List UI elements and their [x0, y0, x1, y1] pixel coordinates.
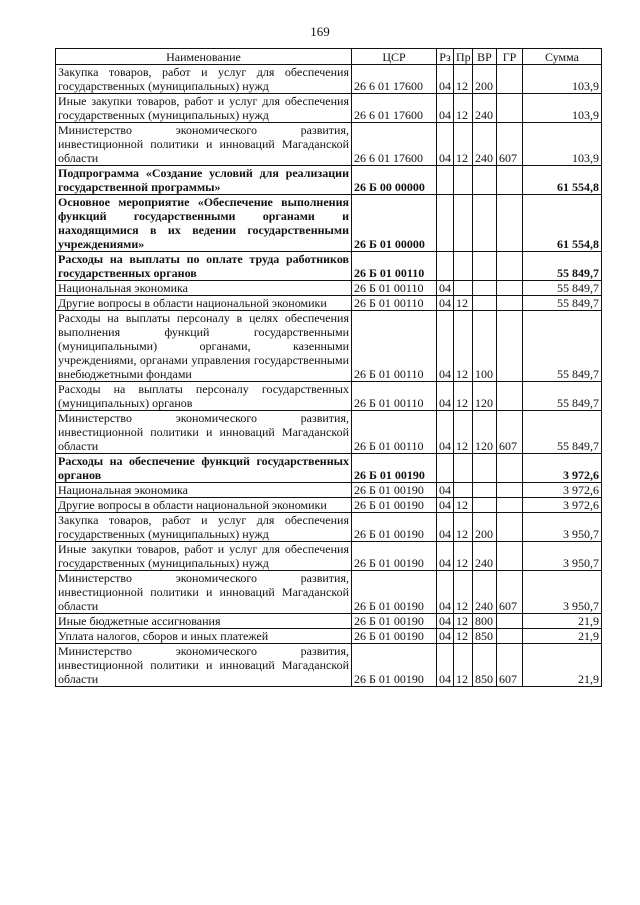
table-row — [56, 94, 602, 123]
cell-sum: 55 849,7 — [523, 411, 602, 454]
table-row — [56, 454, 602, 483]
cell-sum: 103,9 — [523, 65, 602, 94]
table-row — [56, 296, 602, 311]
table-header-row — [56, 49, 602, 65]
cell-gr — [497, 281, 523, 296]
cell-rz: 04 — [437, 296, 454, 311]
cell-pr: 12 — [454, 498, 473, 513]
cell-csr: 26 Б 01 00110 — [352, 281, 437, 296]
cell-vr: 200 — [473, 65, 497, 94]
cell-vr — [473, 281, 497, 296]
cell-pr: 12 — [454, 65, 473, 94]
cell-rz: 04 — [437, 614, 454, 629]
header-sum: Сумма — [523, 49, 602, 65]
cell-csr: 26 Б 01 00190 — [352, 454, 437, 483]
cell-pr: 12 — [454, 644, 473, 687]
cell-vr — [473, 296, 497, 311]
table-row — [56, 483, 602, 498]
cell-vr: 850 — [473, 644, 497, 687]
table-row — [56, 166, 602, 195]
cell-name: Расходы на обеспечение функций государственных органов — [56, 454, 352, 483]
cell-pr: 12 — [454, 571, 473, 614]
cell-name: Основное мероприятие «Обеспечение выполнения функций государственными органами и находящимися в их ведении государственными учреждениями» — [56, 195, 352, 252]
cell-csr: 26 Б 01 00110 — [352, 311, 437, 382]
cell-csr: 26 Б 01 00190 — [352, 614, 437, 629]
cell-rz: 04 — [437, 571, 454, 614]
table-row — [56, 195, 602, 252]
header-vr: ВР — [473, 49, 497, 65]
cell-pr: 12 — [454, 123, 473, 166]
header-pr: Пр — [454, 49, 473, 65]
cell-name: Министерство экономического развития, инвестиционной политики и инноваций Магаданской области — [56, 571, 352, 614]
cell-rz: 04 — [437, 629, 454, 644]
cell-pr: 12 — [454, 614, 473, 629]
cell-csr: 26 6 01 17600 — [352, 123, 437, 166]
cell-pr: 12 — [454, 382, 473, 411]
cell-vr — [473, 483, 497, 498]
cell-sum: 3 950,7 — [523, 542, 602, 571]
cell-sum: 55 849,7 — [523, 252, 602, 281]
cell-name: Уплата налогов, сборов и иных платежей — [56, 629, 352, 644]
cell-vr — [473, 195, 497, 252]
cell-pr: 12 — [454, 94, 473, 123]
header-gr: ГР — [497, 49, 523, 65]
cell-csr: 26 Б 00 00000 — [352, 166, 437, 195]
cell-vr: 240 — [473, 123, 497, 166]
cell-sum: 103,9 — [523, 94, 602, 123]
cell-vr: 240 — [473, 94, 497, 123]
table-row — [56, 614, 602, 629]
cell-rz — [437, 454, 454, 483]
cell-rz: 04 — [437, 311, 454, 382]
cell-pr: 12 — [454, 311, 473, 382]
cell-csr: 26 Б 01 00110 — [352, 252, 437, 281]
cell-rz — [437, 166, 454, 195]
cell-sum: 61 554,8 — [523, 195, 602, 252]
cell-rz: 04 — [437, 382, 454, 411]
cell-rz — [437, 252, 454, 281]
cell-gr — [497, 614, 523, 629]
cell-name: Национальная экономика — [56, 281, 352, 296]
cell-gr: 607 — [497, 644, 523, 687]
cell-sum: 55 849,7 — [523, 382, 602, 411]
cell-sum: 103,9 — [523, 123, 602, 166]
cell-pr: 12 — [454, 296, 473, 311]
header-name: Наименование — [56, 49, 352, 65]
cell-pr: 12 — [454, 629, 473, 644]
cell-name: Расходы на выплаты по оплате труда работников государственных органов — [56, 252, 352, 281]
cell-rz: 04 — [437, 498, 454, 513]
budget-table — [55, 48, 602, 687]
cell-pr: 12 — [454, 513, 473, 542]
cell-sum: 21,9 — [523, 629, 602, 644]
cell-vr — [473, 454, 497, 483]
cell-sum: 21,9 — [523, 614, 602, 629]
cell-vr: 120 — [473, 382, 497, 411]
cell-gr — [497, 311, 523, 382]
cell-gr — [497, 629, 523, 644]
cell-rz: 04 — [437, 65, 454, 94]
cell-sum: 55 849,7 — [523, 311, 602, 382]
cell-sum: 61 554,8 — [523, 166, 602, 195]
cell-name: Иные закупки товаров, работ и услуг для обеспечения государственных (муниципальных) нужд — [56, 542, 352, 571]
cell-gr — [497, 166, 523, 195]
cell-csr: 26 6 01 17600 — [352, 94, 437, 123]
table-row — [56, 498, 602, 513]
cell-csr: 26 Б 01 00190 — [352, 513, 437, 542]
cell-gr — [497, 252, 523, 281]
table-row — [56, 382, 602, 411]
cell-sum: 3 950,7 — [523, 571, 602, 614]
cell-vr: 200 — [473, 513, 497, 542]
cell-csr: 26 6 01 17600 — [352, 65, 437, 94]
cell-rz: 04 — [437, 123, 454, 166]
table-row — [56, 629, 602, 644]
cell-name: Иные бюджетные ассигнования — [56, 614, 352, 629]
cell-name: Подпрограмма «Создание условий для реализации государственной программы» — [56, 166, 352, 195]
cell-gr — [497, 296, 523, 311]
cell-vr — [473, 166, 497, 195]
cell-rz: 04 — [437, 411, 454, 454]
cell-gr — [497, 542, 523, 571]
table-row — [56, 311, 602, 382]
table-row — [56, 571, 602, 614]
table-row — [56, 123, 602, 166]
cell-sum: 3 972,6 — [523, 483, 602, 498]
cell-name: Министерство экономического развития, инвестиционной политики и инноваций Магаданской области — [56, 411, 352, 454]
cell-vr: 120 — [473, 411, 497, 454]
cell-pr — [454, 454, 473, 483]
cell-csr: 26 Б 01 00110 — [352, 411, 437, 454]
table-row — [56, 644, 602, 687]
cell-name: Национальная экономика — [56, 483, 352, 498]
page-number: 169 — [310, 24, 330, 39]
cell-vr — [473, 252, 497, 281]
cell-gr — [497, 483, 523, 498]
cell-sum: 21,9 — [523, 644, 602, 687]
cell-gr — [497, 195, 523, 252]
table-row — [56, 513, 602, 542]
cell-csr: 26 Б 01 00190 — [352, 483, 437, 498]
cell-csr: 26 Б 01 00190 — [352, 629, 437, 644]
cell-gr: 607 — [497, 571, 523, 614]
table-row — [56, 411, 602, 454]
cell-csr: 26 Б 01 00110 — [352, 382, 437, 411]
cell-pr: 12 — [454, 542, 473, 571]
cell-csr: 26 Б 01 00000 — [352, 195, 437, 252]
cell-sum: 3 972,6 — [523, 498, 602, 513]
table-row — [56, 542, 602, 571]
cell-vr: 800 — [473, 614, 497, 629]
cell-csr: 26 Б 01 00110 — [352, 296, 437, 311]
cell-gr — [497, 513, 523, 542]
cell-name: Расходы на выплаты персоналу в целях обеспечения выполнения функций государственными (муниципальными) органами, казенными учреждениями, органами управления государственными внебюджетными фондами — [56, 311, 352, 382]
cell-sum: 3 950,7 — [523, 513, 602, 542]
cell-pr — [454, 483, 473, 498]
cell-rz: 04 — [437, 94, 454, 123]
cell-rz: 04 — [437, 513, 454, 542]
cell-name: Расходы на выплаты персоналу государственных (муниципальных) органов — [56, 382, 352, 411]
cell-gr — [497, 65, 523, 94]
cell-csr: 26 Б 01 00190 — [352, 644, 437, 687]
cell-sum: 55 849,7 — [523, 296, 602, 311]
cell-vr: 240 — [473, 571, 497, 614]
table-body — [56, 65, 602, 687]
cell-gr — [497, 382, 523, 411]
cell-name: Другие вопросы в области национальной экономики — [56, 296, 352, 311]
cell-rz — [437, 195, 454, 252]
cell-csr: 26 Б 01 00190 — [352, 542, 437, 571]
cell-pr: 12 — [454, 411, 473, 454]
table-row — [56, 281, 602, 296]
cell-vr: 850 — [473, 629, 497, 644]
cell-vr: 100 — [473, 311, 497, 382]
header-csr: ЦСР — [352, 49, 437, 65]
cell-sum: 55 849,7 — [523, 281, 602, 296]
cell-csr: 26 Б 01 00190 — [352, 571, 437, 614]
cell-rz: 04 — [437, 542, 454, 571]
cell-name: Министерство экономического развития, инвестиционной политики и инноваций Магаданской области — [56, 644, 352, 687]
cell-csr: 26 Б 01 00190 — [352, 498, 437, 513]
cell-vr: 240 — [473, 542, 497, 571]
cell-gr: 607 — [497, 411, 523, 454]
header-rz: Рз — [437, 49, 454, 65]
cell-name: Другие вопросы в области национальной экономики — [56, 498, 352, 513]
cell-name: Закупка товаров, работ и услуг для обеспечения государственных (муниципальных) нужд — [56, 513, 352, 542]
cell-gr — [497, 498, 523, 513]
cell-gr: 607 — [497, 123, 523, 166]
cell-name: Закупка товаров, работ и услуг для обеспечения государственных (муниципальных) нужд — [56, 65, 352, 94]
cell-name: Иные закупки товаров, работ и услуг для обеспечения государственных (муниципальных) нужд — [56, 94, 352, 123]
cell-pr — [454, 281, 473, 296]
cell-sum: 3 972,6 — [523, 454, 602, 483]
table-row — [56, 65, 602, 94]
table-row — [56, 252, 602, 281]
cell-pr — [454, 195, 473, 252]
cell-rz: 04 — [437, 644, 454, 687]
cell-gr — [497, 454, 523, 483]
cell-name: Министерство экономического развития, инвестиционной политики и инноваций Магаданской области — [56, 123, 352, 166]
cell-pr — [454, 252, 473, 281]
cell-pr — [454, 166, 473, 195]
cell-gr — [497, 94, 523, 123]
cell-vr — [473, 498, 497, 513]
cell-rz: 04 — [437, 483, 454, 498]
cell-rz: 04 — [437, 281, 454, 296]
